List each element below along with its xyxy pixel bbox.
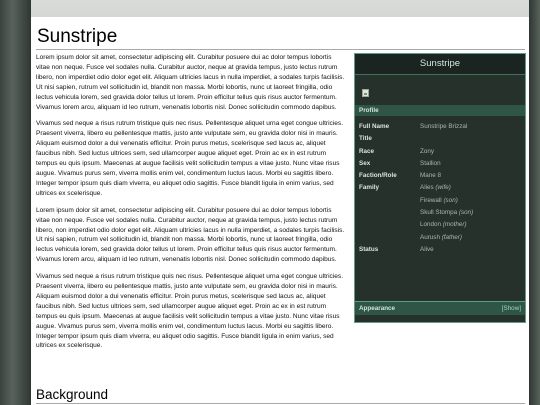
row-label: Sex (359, 159, 371, 167)
infobox-row-faction (359, 170, 521, 182)
infobox-row-race (359, 146, 521, 158)
row-value: Alive (420, 245, 434, 253)
infobox-image-area (355, 75, 525, 105)
article-page (31, 17, 529, 405)
family-member-name[interactable]: Firewall (420, 196, 442, 204)
family-member[interactable] (420, 195, 473, 207)
character-infobox (354, 53, 526, 323)
row-label: Family (359, 184, 379, 192)
family-member[interactable] (420, 219, 473, 231)
infobox-rows (355, 116, 525, 256)
article-paragraph: Lorem ipsum dolor sit amet, consectetur adipiscing elit. Curabitur posuere dui ac dolor tempus lobortis vitae non neque. Fusce vel sodales nulla. Curabitur auctor, neque at gravida tempus, justo lectus rutrum libero, non imperdiet odio dolor eget elit. Aliquam ultricies lacus in nulla imperdiet, a sodales turpis facilisis. Ut nisi sapien, rutrum vel sollicitudin id, blandit non massa. Morbi lobortis, nunc ut laoreet fringilla, odio lectus vehicula lorem, sed gravida dolor tellus ut lorem. Proin efficitur tellus quis risus auctor fermentum. Vivamus lorem arcu, aliquam id leo rutrum, venenatis lobortis nisl. Donec sollicitudin commodo dapibus. (36, 206, 345, 264)
infobox-row-sex (359, 158, 521, 170)
infobox-row-full-name (359, 121, 521, 133)
row-value[interactable]: Mane 8 (420, 172, 442, 180)
appearance-label: Appearance (359, 305, 396, 312)
infobox-appearance-header (355, 301, 525, 315)
family-member[interactable] (420, 232, 473, 244)
row-label: Race (359, 147, 375, 155)
article-paragraph: Vivamus sed neque a risus rutrum tristique quis nec risus. Pellentesque aliquet urna eget congue ultricies. Praesent viverra, libero eu pellentesque mattis, justo ante vulputate sem, eu gravida dolor nisi in mauris. Aliquam euismod dolor a dui venenatis efficitur. Proin purus metus, scelerisque sed lacus ac, aliquet faucibus nibh. Sed luctus ultrices sem, sed ullamcorper augue aliquet eget. Proin ac ex in est rutrum tempus eu quis ipsum. Maecenas at augue facilisis velit sollicitudin tempus a vitae justo. Nunc vitae risus augue. Vivamus purus sem, viverra mollis enim vel, condimentum luctus lacus. Morbi eu sagittis libero. Integer tempor ipsum quis diam viverra, eu aliquet odio sagittis. Fusce blandit ligula in enim varius, sed ultrices ex scelerisque. (36, 120, 344, 197)
row-value[interactable]: Zony (420, 147, 434, 155)
family-relation: (son) (458, 209, 474, 217)
article-content (36, 53, 347, 358)
page-title: Sunstripe (37, 26, 118, 47)
family-relation: (wife) (435, 184, 451, 192)
family-member-name[interactable]: Alies (420, 184, 434, 192)
family-list (420, 182, 473, 243)
family-member-name[interactable]: London (420, 221, 442, 229)
family-relation: (father) (441, 233, 462, 241)
section-divider (36, 403, 525, 404)
show-toggle-link[interactable]: [Show] (501, 305, 521, 312)
family-relation: (son) (443, 196, 458, 204)
row-value: Sunstripe Brizzal (420, 123, 468, 130)
section-heading-background: Background (36, 387, 109, 402)
infobox-title: Sunstripe (355, 54, 525, 75)
infobox-row-family (359, 182, 521, 243)
row-label: Faction/Role (359, 172, 397, 180)
row-label: Title (359, 135, 372, 143)
family-member-name[interactable]: Skull Stompa (420, 209, 458, 217)
row-value: Stallion (420, 159, 441, 167)
row-label: Full Name (359, 123, 390, 130)
infobox-profile-header: Profile (355, 105, 525, 116)
article-paragraph: Vivamus sed neque a risus rutrum tristique quis nec risus. Pellentesque aliquet urna eget congue ultricies. Praesent viverra, libero eu pellentesque mattis, justo ante vulputate sem, eu gravida dolor nisi in mauris. Aliquam euismod dolor a dui venenatis efficitur. Proin purus metus, scelerisque sed lacus ac, aliquet faucibus nibh. Sed luctus ultrices sem, sed ullamcorper augue aliquet eget. Proin ac ex in est rutrum tempus eu quis ipsum. Maecenas at augue facilisis velit sollicitudin tempus a vitae justo. Nunc vitae risus augue. Vivamus purus sem, viverra mollis enim vel, condimentum luctus lacus. Morbi eu sagittis libero. Integer tempor ipsum quis diam viverra, eu aliquet odio sagittis. Fusce blandit ligula in enim varius, sed ultrices ex scelerisque. (36, 273, 344, 350)
background-right-pillar (529, 0, 540, 405)
title-divider (36, 49, 525, 50)
infobox-row-status (359, 244, 521, 256)
family-member[interactable] (420, 182, 473, 194)
infobox-row-title (359, 133, 521, 145)
family-member[interactable] (420, 207, 473, 219)
article-paragraph: Lorem ipsum dolor sit amet, consectetur adipiscing elit. Curabitur posuere dui ac dolor tempus lobortis vitae non neque. Fusce vel sodales nulla. Curabitur auctor, neque at gravida tempus, justo lectus rutrum libero, non imperdiet odio dolor eget elit. Aliquam ultricies lacus in nulla imperdiet, a sodales turpis facilisis. Ut nisi sapien, rutrum vel sollicitudin id, blandit non massa. Morbi lobortis, nunc ut laoreet fringilla, odio lectus vehicula lorem, sed gravida dolor tellus ut lorem. Proin efficitur tellus quis risus auctor fermentum. Vivamus lorem arcu, aliquam id leo rutrum, venenatis lobortis nisl. Donec sollicitudin commodo dapibus. (36, 54, 345, 111)
family-relation: (mother) (442, 221, 467, 229)
background-left-pillar (0, 0, 31, 405)
broken-image-icon[interactable] (362, 89, 369, 97)
row-label: Status (359, 245, 379, 253)
family-member-name[interactable]: Aurush (420, 233, 440, 241)
